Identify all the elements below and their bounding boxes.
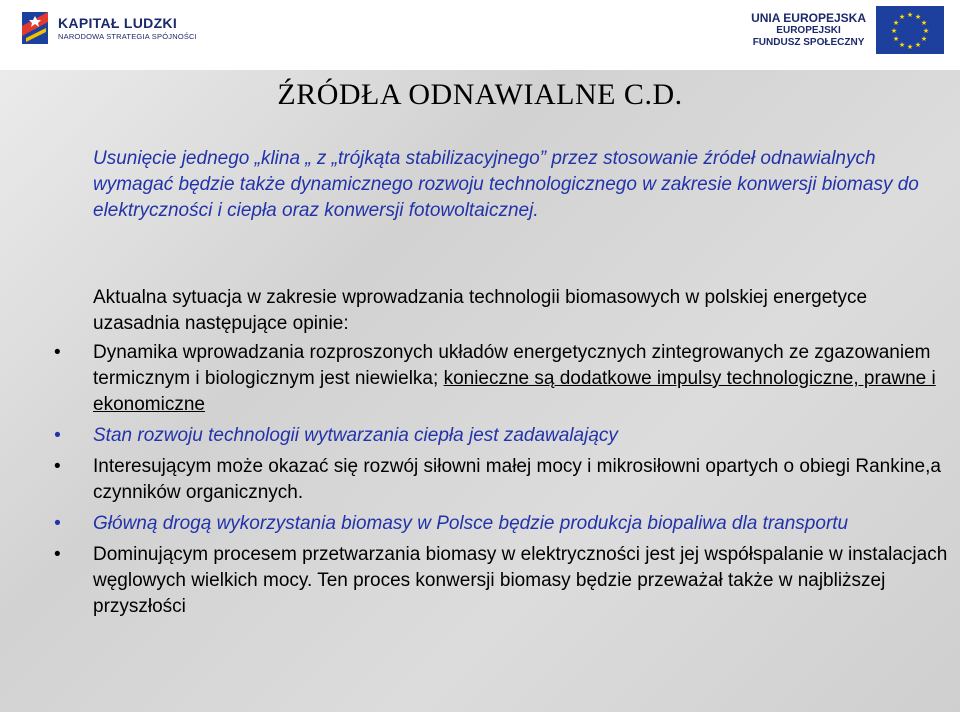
svg-text:★: ★	[920, 35, 928, 43]
list-item-text: Dynamika wprowadzania rozproszonych układów energetycznych zintegrowanych ze zgazowaniem termicznym i biologicznym jest niewielka;	[93, 342, 931, 389]
svg-text:★: ★	[898, 41, 906, 49]
kapital-ludzki-subtitle: NARODOWA STRATEGIA SPÓJNOŚCI	[58, 31, 197, 41]
svg-text:★: ★	[906, 43, 914, 51]
slide-title: ŹRÓDŁA ODNAWIALNE C.D.	[277, 78, 683, 111]
svg-text:★: ★	[922, 27, 930, 35]
list-item-text: Dominującym procesem przetwarzania biomasy w elektryczności jest jej współspalanie w instalacjach węglowych wielkich mocy. Ten proces konwersji biomasy będzie przeważał także w najbliższej przyszłości	[93, 544, 948, 617]
list-item	[48, 340, 956, 418]
svg-text:★: ★	[920, 19, 928, 27]
bullet-icon: •	[54, 456, 61, 477]
list-item	[48, 511, 956, 537]
slide-body	[0, 70, 960, 712]
svg-text:★: ★	[898, 13, 906, 21]
svg-text:★: ★	[914, 13, 922, 21]
bullet-icon: •	[54, 544, 61, 565]
svg-text:★: ★	[890, 27, 898, 35]
svg-text:★: ★	[906, 11, 914, 19]
list-item	[48, 454, 956, 506]
list-item	[48, 423, 956, 449]
eu-logo	[751, 6, 944, 54]
svg-text:★: ★	[892, 19, 900, 27]
eu-title: UNIA EUROPEJSKA	[751, 10, 866, 25]
kapital-ludzki-title: KAPITAŁ LUDZKI	[58, 14, 178, 31]
bullet-icon: •	[54, 425, 61, 446]
bullet-icon: •	[54, 342, 61, 363]
svg-text:★: ★	[914, 41, 922, 49]
eu-flag-icon	[876, 6, 944, 54]
lead-paragraph: Aktualna sytuacja w zakresie wprowadzania technologii biomasowych w polskiej energetyce uzasadnia następujące opinie:	[93, 287, 868, 334]
list-item-text: Interesującym może okazać się rozwój siłowni małej mocy i mikrosiłowni opartych o obiegi Rankine,a czynników organicznych.	[93, 456, 941, 503]
eu-fund-line2: FUNDUSZ SPOŁECZNY	[752, 36, 865, 48]
list-item	[48, 542, 956, 620]
opinions-list	[48, 340, 956, 625]
intro-paragraph: Usunięcie jednego „klina „ z „trójkąta stabilizacyjnego” przez stosowanie źródeł odnawialnych wymagać będzie także dynamicznego rozwoju technologicznego w zakresie konwersji biomasy do elektryczności i ciepła oraz konwersji fotowoltaicznej.	[93, 148, 919, 221]
eu-fund-line1: EUROPEJSKI	[776, 25, 841, 37]
kapital-ludzki-emblem-icon	[20, 8, 50, 48]
kapital-ludzki-logo	[20, 8, 197, 48]
svg-text:★: ★	[892, 35, 900, 43]
bullet-icon: •	[54, 513, 61, 534]
list-item-text: Główną drogą wykorzystania biomasy w Polsce będzie produkcja biopaliwa dla transportu	[93, 513, 849, 534]
list-item-text: Stan rozwoju technologii wytwarzania ciepła jest zadawalający	[93, 425, 618, 446]
header-bar	[0, 0, 960, 70]
list-item-underlined-text: konieczne są dodatkowe impulsy technologiczne, prawne i ekonomiczne	[93, 368, 936, 415]
